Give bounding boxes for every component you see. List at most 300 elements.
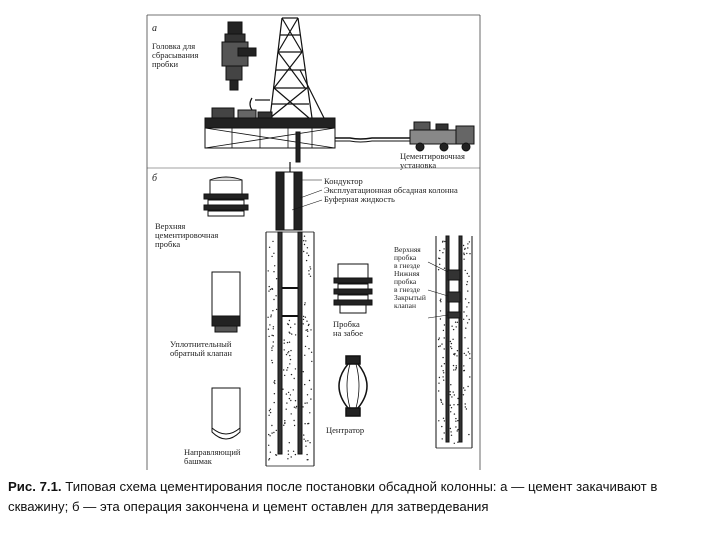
- cement-dot: [469, 253, 470, 254]
- cement-dot: [283, 425, 284, 426]
- cement-dot: [444, 432, 445, 433]
- cement-dot: [287, 367, 288, 368]
- cement-dot: [444, 420, 445, 421]
- cement-dot: [290, 394, 291, 395]
- cement-dot: [294, 425, 295, 426]
- cement-dot: [439, 250, 440, 251]
- cement-dot: [309, 266, 310, 267]
- cement-dot: [271, 347, 272, 348]
- cement-dot: [311, 352, 312, 353]
- cement-dot: [444, 337, 445, 338]
- cement-dot: [441, 365, 442, 366]
- cement-dot: [295, 368, 296, 369]
- cement-dot: [444, 324, 445, 325]
- cement-dot: [306, 454, 307, 455]
- cement-dot: [443, 370, 444, 371]
- cement-dot: [451, 407, 452, 408]
- cement-dot: [308, 255, 309, 256]
- cement-dot: [468, 276, 469, 277]
- cement-dot: [457, 350, 458, 351]
- cement-dot: [307, 440, 308, 441]
- cement-dot: [454, 394, 455, 395]
- cement-dot: [284, 339, 285, 340]
- cement-dot: [282, 389, 283, 390]
- cement-dot: [463, 319, 464, 320]
- cement-dot: [295, 454, 296, 455]
- cement-dot: [438, 383, 439, 384]
- cement-dot: [444, 241, 445, 242]
- cement-dot: [442, 252, 443, 253]
- cement-dot: [309, 442, 310, 443]
- cement-dot: [467, 247, 468, 248]
- cement-dot: [288, 454, 289, 455]
- cement-dot: [276, 278, 277, 279]
- cement-dot: [293, 420, 294, 421]
- cement-dot: [465, 403, 466, 404]
- cement-dot: [274, 380, 275, 381]
- cement-dot: [287, 342, 288, 343]
- cement-dot: [457, 430, 458, 431]
- cement-dot: [271, 314, 272, 315]
- cement-dot: [444, 363, 445, 364]
- conductor-casing-spacer-labels: Кондуктор Эксплуатационная обсадная колонна Буферная жидкость: [324, 176, 458, 204]
- right-well-labels: Верхняя пробка в гнезде Нижняя пробка в гнезде Закрытый клапан: [394, 245, 426, 310]
- cement-dot: [274, 402, 275, 403]
- cement-dot: [442, 357, 443, 358]
- cement-dot: [442, 438, 443, 439]
- cement-dot: [452, 339, 453, 340]
- cement-dot: [275, 454, 276, 455]
- cement-dot: [457, 420, 458, 421]
- cement-dot: [290, 400, 291, 401]
- cement-dot: [272, 241, 273, 242]
- cement-dot: [290, 327, 291, 328]
- cement-dot: [289, 342, 290, 343]
- plug-dropping-head-label: Головка для сбрасывания пробки: [152, 41, 199, 69]
- cement-dot: [438, 269, 439, 270]
- cement-dot: [268, 415, 269, 416]
- cement-dot: [465, 406, 466, 407]
- cement-dot: [304, 384, 305, 385]
- cement-dot: [305, 440, 306, 441]
- cement-dot: [306, 252, 307, 253]
- cement-dot: [440, 301, 441, 302]
- cement-dot: [457, 429, 458, 430]
- cement-dot: [307, 336, 308, 337]
- cement-dot: [287, 458, 288, 459]
- cement-dot: [304, 403, 305, 404]
- cement-dot: [273, 271, 274, 272]
- cement-dot: [456, 326, 457, 327]
- cement-dot: [302, 406, 303, 407]
- cement-dot: [273, 432, 274, 433]
- cement-dot: [451, 343, 452, 344]
- cement-dot: [438, 346, 439, 347]
- cement-dot: [457, 442, 458, 443]
- cement-dot: [295, 334, 296, 335]
- cement-dot: [466, 408, 467, 409]
- cement-dot: [287, 352, 288, 353]
- bottom-plug: [334, 264, 372, 313]
- cement-dot: [284, 420, 285, 421]
- float-valve-label: Уплотнительный обратный клапан: [170, 339, 232, 358]
- cement-dot: [271, 256, 272, 257]
- cement-dot: [469, 319, 470, 320]
- cement-dot: [453, 329, 454, 330]
- cement-dot: [274, 393, 275, 394]
- cement-dot: [307, 247, 308, 248]
- cement-dot: [270, 412, 271, 413]
- cement-dot: [311, 361, 312, 362]
- cement-dot: [443, 372, 444, 373]
- cement-dot: [303, 319, 304, 320]
- cement-dot: [451, 348, 452, 349]
- cement-dot: [453, 365, 454, 366]
- cement-dot: [469, 376, 470, 377]
- cement-dot: [308, 348, 309, 349]
- cement-dot: [466, 315, 467, 316]
- cement-dot: [465, 355, 466, 356]
- caption-text: Типовая схема цементирования после постановки обсадной колонны: а — цемент закачивают в скважину; б — эта операция закончена и цемент оставлен для затвердевания: [8, 479, 658, 514]
- cement-dot: [450, 341, 451, 342]
- cement-dot: [286, 409, 287, 410]
- cement-dot: [443, 380, 444, 381]
- cement-dot: [467, 322, 468, 323]
- cement-dot: [463, 259, 464, 260]
- cement-dot: [457, 322, 458, 323]
- cement-dot: [463, 253, 464, 254]
- figure-number: Рис. 7.1.: [8, 479, 62, 494]
- cement-dot: [274, 265, 275, 266]
- cement-dot: [463, 387, 464, 388]
- cement-dot: [295, 400, 296, 401]
- cement-dot: [269, 458, 270, 459]
- cement-dot: [309, 380, 310, 381]
- cement-dot: [293, 451, 294, 452]
- cement-dot: [303, 251, 304, 252]
- cement-dot: [307, 459, 308, 460]
- cement-dot: [468, 351, 469, 352]
- cement-dot: [291, 333, 292, 334]
- cement-dot: [303, 439, 304, 440]
- cement-dot: [438, 420, 439, 421]
- cement-dot: [456, 367, 457, 368]
- cement-dot: [469, 353, 470, 354]
- cement-dot: [284, 375, 285, 376]
- cement-dot: [303, 371, 304, 372]
- cement-dot: [455, 426, 456, 427]
- cement-dot: [271, 350, 272, 351]
- cement-dot: [269, 286, 270, 287]
- cement-dot: [450, 411, 451, 412]
- cement-dot: [273, 326, 274, 327]
- cement-dot: [311, 389, 312, 390]
- cement-dot: [442, 376, 443, 377]
- cement-dot: [438, 390, 439, 391]
- cement-dot: [269, 435, 270, 436]
- cement-dot: [307, 329, 308, 330]
- cement-dot: [441, 402, 442, 403]
- cement-dot: [451, 326, 452, 327]
- cement-dot: [275, 295, 276, 296]
- cement-dot: [443, 248, 444, 249]
- cement-dot: [451, 396, 452, 397]
- cement-dot: [304, 236, 305, 237]
- cementing-unit: [335, 122, 474, 151]
- cement-dot: [293, 389, 294, 390]
- cement-dot: [276, 430, 277, 431]
- cement-dot: [283, 369, 284, 370]
- cement-dot: [289, 398, 290, 399]
- cement-dot: [463, 365, 464, 366]
- cement-dot: [467, 243, 468, 244]
- cement-dot: [268, 434, 269, 435]
- cement-dot: [305, 240, 306, 241]
- cement-dot: [267, 317, 268, 318]
- cement-dot: [269, 247, 270, 248]
- cement-slurry-fill-main: [267, 236, 312, 461]
- cement-dot: [450, 391, 451, 392]
- cement-dot: [271, 425, 272, 426]
- cement-dot: [444, 268, 445, 269]
- cement-dot: [467, 386, 468, 387]
- cement-dot: [468, 302, 469, 303]
- cement-dot: [308, 273, 309, 274]
- cement-dot: [443, 330, 444, 331]
- cement-dot: [307, 331, 308, 332]
- cement-dot: [468, 434, 469, 435]
- cement-dot: [306, 402, 307, 403]
- cement-dot: [455, 418, 456, 419]
- cement-dot: [450, 346, 451, 347]
- cement-dot: [440, 300, 441, 301]
- cement-dot: [441, 343, 442, 344]
- cement-dot: [457, 398, 458, 399]
- guide-shoe-label: Направляющий башмак: [184, 447, 241, 466]
- cement-dot: [308, 325, 309, 326]
- cement-dot: [290, 359, 291, 360]
- cement-dot: [466, 306, 467, 307]
- cement-dot: [270, 452, 271, 453]
- cement-dot: [288, 351, 289, 352]
- cement-dot: [294, 323, 295, 324]
- cement-dot: [274, 383, 275, 384]
- cement-dot: [306, 321, 307, 322]
- cement-dot: [450, 394, 451, 395]
- panel-b-letter: б: [152, 173, 158, 184]
- bottom-plug-label: Пробка на забое: [333, 319, 364, 338]
- cement-dot: [273, 335, 274, 336]
- cement-dot: [463, 394, 464, 395]
- cement-dot: [304, 302, 305, 303]
- cement-dot: [272, 310, 273, 311]
- cement-dot: [284, 349, 285, 350]
- cement-dot: [294, 378, 295, 379]
- cement-dot: [305, 330, 306, 331]
- cement-dot: [440, 318, 441, 319]
- cement-dot: [450, 405, 451, 406]
- cement-dot: [291, 413, 292, 414]
- figure-caption: [8, 477, 716, 517]
- cement-dot: [306, 260, 307, 261]
- cement-dot: [450, 384, 451, 385]
- cement-dot: [303, 434, 304, 435]
- cement-dot: [439, 258, 440, 259]
- cement-dot: [440, 310, 441, 311]
- cement-dot: [440, 345, 441, 346]
- cement-dot: [290, 350, 291, 351]
- cement-dot: [286, 402, 287, 403]
- cement-dot: [463, 245, 464, 246]
- cement-dot: [303, 316, 304, 317]
- cement-dot: [303, 323, 304, 324]
- cement-dot: [309, 412, 310, 413]
- cement-dot: [273, 299, 274, 300]
- centralizer-label: Центратор: [326, 425, 365, 435]
- cement-dot: [440, 299, 441, 300]
- cement-dot: [465, 328, 466, 329]
- cement-dot: [467, 281, 468, 282]
- cement-dot: [465, 270, 466, 271]
- cement-dot: [305, 346, 306, 347]
- cement-dot: [454, 413, 455, 414]
- cement-dot: [453, 354, 454, 355]
- cement-dot: [291, 456, 292, 457]
- cement-dot: [310, 398, 311, 399]
- cement-dot: [269, 410, 270, 411]
- cement-dot: [273, 328, 274, 329]
- cement-dot: [272, 289, 273, 290]
- cement-dot: [439, 377, 440, 378]
- cement-dot: [465, 298, 466, 299]
- cement-dot: [273, 341, 274, 342]
- cement-dot: [268, 445, 269, 446]
- cement-dot: [455, 369, 456, 370]
- cement-dot: [288, 324, 289, 325]
- cement-dot: [273, 253, 274, 254]
- cement-dot: [268, 290, 269, 291]
- cementing-unit-label: Цементировочная установка: [400, 151, 465, 170]
- cement-dot: [310, 276, 311, 277]
- cement-dot: [467, 273, 468, 274]
- cement-dot: [268, 329, 269, 330]
- drilling-derrick: [250, 18, 325, 120]
- cement-dot: [467, 290, 468, 291]
- cement-dot: [284, 343, 285, 344]
- cement-dot: [464, 353, 465, 354]
- cement-dot: [268, 336, 269, 337]
- cement-dot: [466, 284, 467, 285]
- cement-dot: [304, 304, 305, 305]
- guide-shoe: [212, 388, 240, 439]
- cement-dot: [450, 428, 451, 429]
- cement-dot: [289, 333, 290, 334]
- cement-dot: [453, 404, 454, 405]
- cement-dot: [288, 392, 289, 393]
- float-collar-valve: [212, 272, 240, 332]
- cement-dot: [308, 423, 309, 424]
- cement-dot: [271, 335, 272, 336]
- cement-dot: [439, 264, 440, 265]
- cement-dot: [440, 400, 441, 401]
- cement-dot: [286, 354, 287, 355]
- cement-dot: [310, 268, 311, 269]
- cement-dot: [304, 355, 305, 356]
- cement-dot: [444, 348, 445, 349]
- cement-dot: [286, 393, 287, 394]
- cement-dot: [304, 244, 305, 245]
- top-cementing-plug-label: Верхняя цементировочная пробка: [155, 221, 219, 249]
- cement-dot: [451, 435, 452, 436]
- cement-dot: [294, 407, 295, 408]
- cement-dot: [438, 339, 439, 340]
- cement-dot: [270, 316, 271, 317]
- cement-dot: [453, 369, 454, 370]
- cement-dot: [269, 324, 270, 325]
- cement-dot: [270, 409, 271, 410]
- cement-dot: [454, 443, 455, 444]
- cement-dot: [305, 317, 306, 318]
- cement-dot: [284, 422, 285, 423]
- cement-dot: [272, 345, 273, 346]
- cement-dot: [454, 353, 455, 354]
- cement-dot: [464, 390, 465, 391]
- cement-dot: [455, 322, 456, 323]
- cement-dot: [439, 337, 440, 338]
- cement-dot: [463, 370, 464, 371]
- cement-dot: [304, 423, 305, 424]
- cement-dot: [276, 309, 277, 310]
- cement-dot: [268, 270, 269, 271]
- cement-dot: [466, 253, 467, 254]
- cement-dot: [271, 432, 272, 433]
- cement-dot: [443, 418, 444, 419]
- cement-dot: [289, 320, 290, 321]
- cement-dot: [272, 362, 273, 363]
- cement-dot: [273, 382, 274, 383]
- cement-dot: [271, 360, 272, 361]
- cement-dot: [457, 404, 458, 405]
- cement-dot: [463, 311, 464, 312]
- cement-dot: [286, 369, 287, 370]
- cement-dot: [270, 289, 271, 290]
- cement-dot: [308, 270, 309, 271]
- plug-dropping-head: [222, 22, 256, 90]
- cement-dot: [310, 329, 311, 330]
- panel-a-letter: а: [152, 23, 157, 34]
- cement-dot: [464, 254, 465, 255]
- cement-dot: [305, 446, 306, 447]
- cement-dot: [289, 355, 290, 356]
- cement-dot: [442, 403, 443, 404]
- cement-dot: [289, 363, 290, 364]
- top-cementing-plug: [204, 177, 248, 216]
- cement-dot: [307, 394, 308, 395]
- cement-dot: [455, 421, 456, 422]
- cement-dot: [303, 240, 304, 241]
- cement-dot: [441, 426, 442, 427]
- cement-dot: [469, 358, 470, 359]
- cement-dot: [295, 407, 296, 408]
- centralizer: [339, 356, 367, 416]
- cement-dot: [442, 241, 443, 242]
- cement-dot: [456, 365, 457, 366]
- cement-dot: [450, 431, 451, 432]
- cement-dot: [288, 450, 289, 451]
- cement-dot: [268, 459, 269, 460]
- cement-dot: [464, 249, 465, 250]
- cement-dot: [291, 374, 292, 375]
